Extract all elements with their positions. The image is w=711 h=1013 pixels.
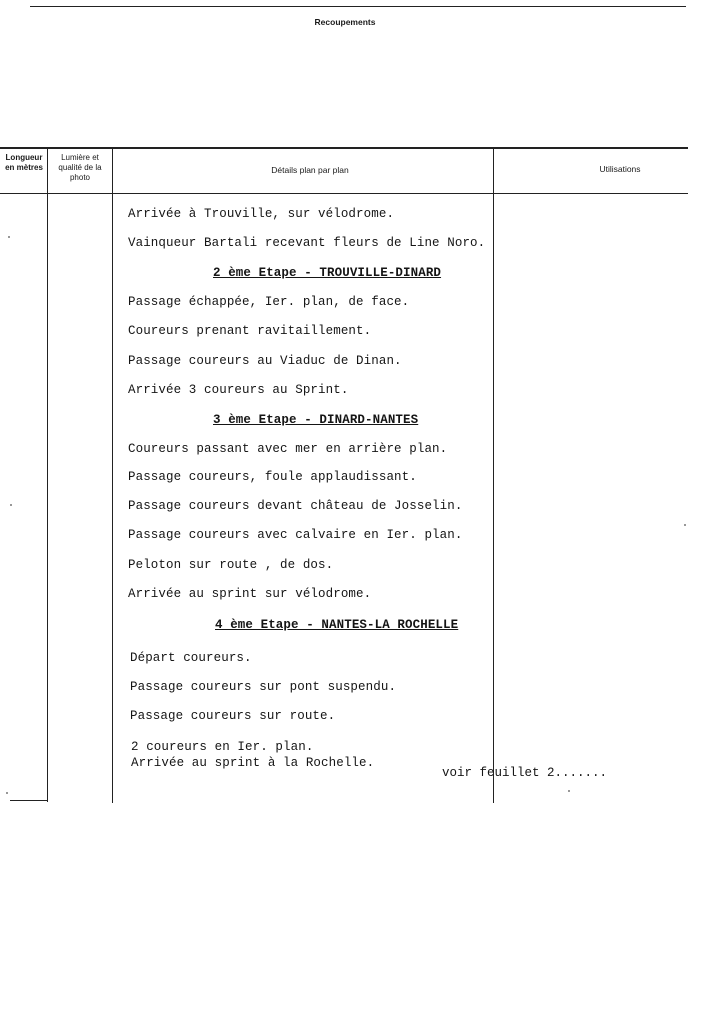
scan-speck: [6, 792, 8, 794]
entry-line: Passage coureurs, foule applaudissant.: [128, 470, 417, 484]
scan-speck: [10, 504, 12, 506]
header-top-rule: [0, 147, 688, 149]
header-bottom-rule: [0, 193, 688, 194]
column-header-lumiere: Lumière et qualité de la photo: [58, 153, 102, 182]
entry-line: Peloton sur route , de dos.: [128, 558, 334, 572]
bottom-rule-fragment: [10, 800, 48, 801]
top-rule: [30, 6, 686, 7]
entry-line: Passage coureurs au Viaduc de Dinan.: [128, 354, 402, 368]
entry-line: Passage coureurs sur route.: [130, 709, 336, 723]
stage-heading: 4 ème Etape - NANTES-LA ROCHELLE: [215, 618, 459, 632]
entry-line: Départ coureurs.: [130, 651, 252, 665]
entry-line: Vainqueur Bartali recevant fleurs de Line Noro.: [128, 236, 486, 250]
column-divider-1: [47, 148, 48, 802]
entry-line: Arrivée 3 coureurs au Sprint.: [128, 383, 349, 397]
stage-heading: 2 ème Etape - TROUVILLE-DINARD: [213, 266, 442, 280]
entry-line: Coureurs prenant ravitaillement.: [128, 324, 372, 338]
column-divider-3: [493, 148, 494, 803]
scan-speck: [684, 524, 686, 526]
entry-line: Arrivée à Trouville, sur vélodrome.: [128, 207, 395, 221]
entry-line: Passage coureurs devant château de Josselin.: [128, 499, 463, 513]
scan-speck: [568, 790, 570, 792]
scan-speck: [8, 236, 10, 238]
entry-line: Passage échappée, Ier. plan, de face.: [128, 295, 410, 309]
entry-line: Arrivée au sprint sur vélodrome.: [128, 587, 372, 601]
entry-line: Passage coureurs sur pont suspendu.: [130, 680, 397, 694]
entry-line: Arrivée au sprint à la Rochelle.: [131, 756, 375, 770]
column-header-details: Détails plan par plan: [271, 165, 349, 175]
column-divider-2: [112, 148, 113, 803]
column-header-utilisations: Utilisations: [599, 164, 641, 174]
column-header-longueur: Longueur en mètres: [5, 153, 43, 172]
recoupements-label: Recoupements: [314, 17, 376, 27]
stage-heading: 3 ème Etape - DINARD-NANTES: [213, 413, 419, 427]
entry-line: 2 coureurs en Ier. plan.: [131, 740, 314, 754]
continuation-note: voir feuillet 2.......: [442, 766, 608, 780]
entry-line: Coureurs passant avec mer en arrière plan.: [128, 442, 448, 456]
entry-line: Passage coureurs avec calvaire en Ier. plan.: [128, 528, 463, 542]
